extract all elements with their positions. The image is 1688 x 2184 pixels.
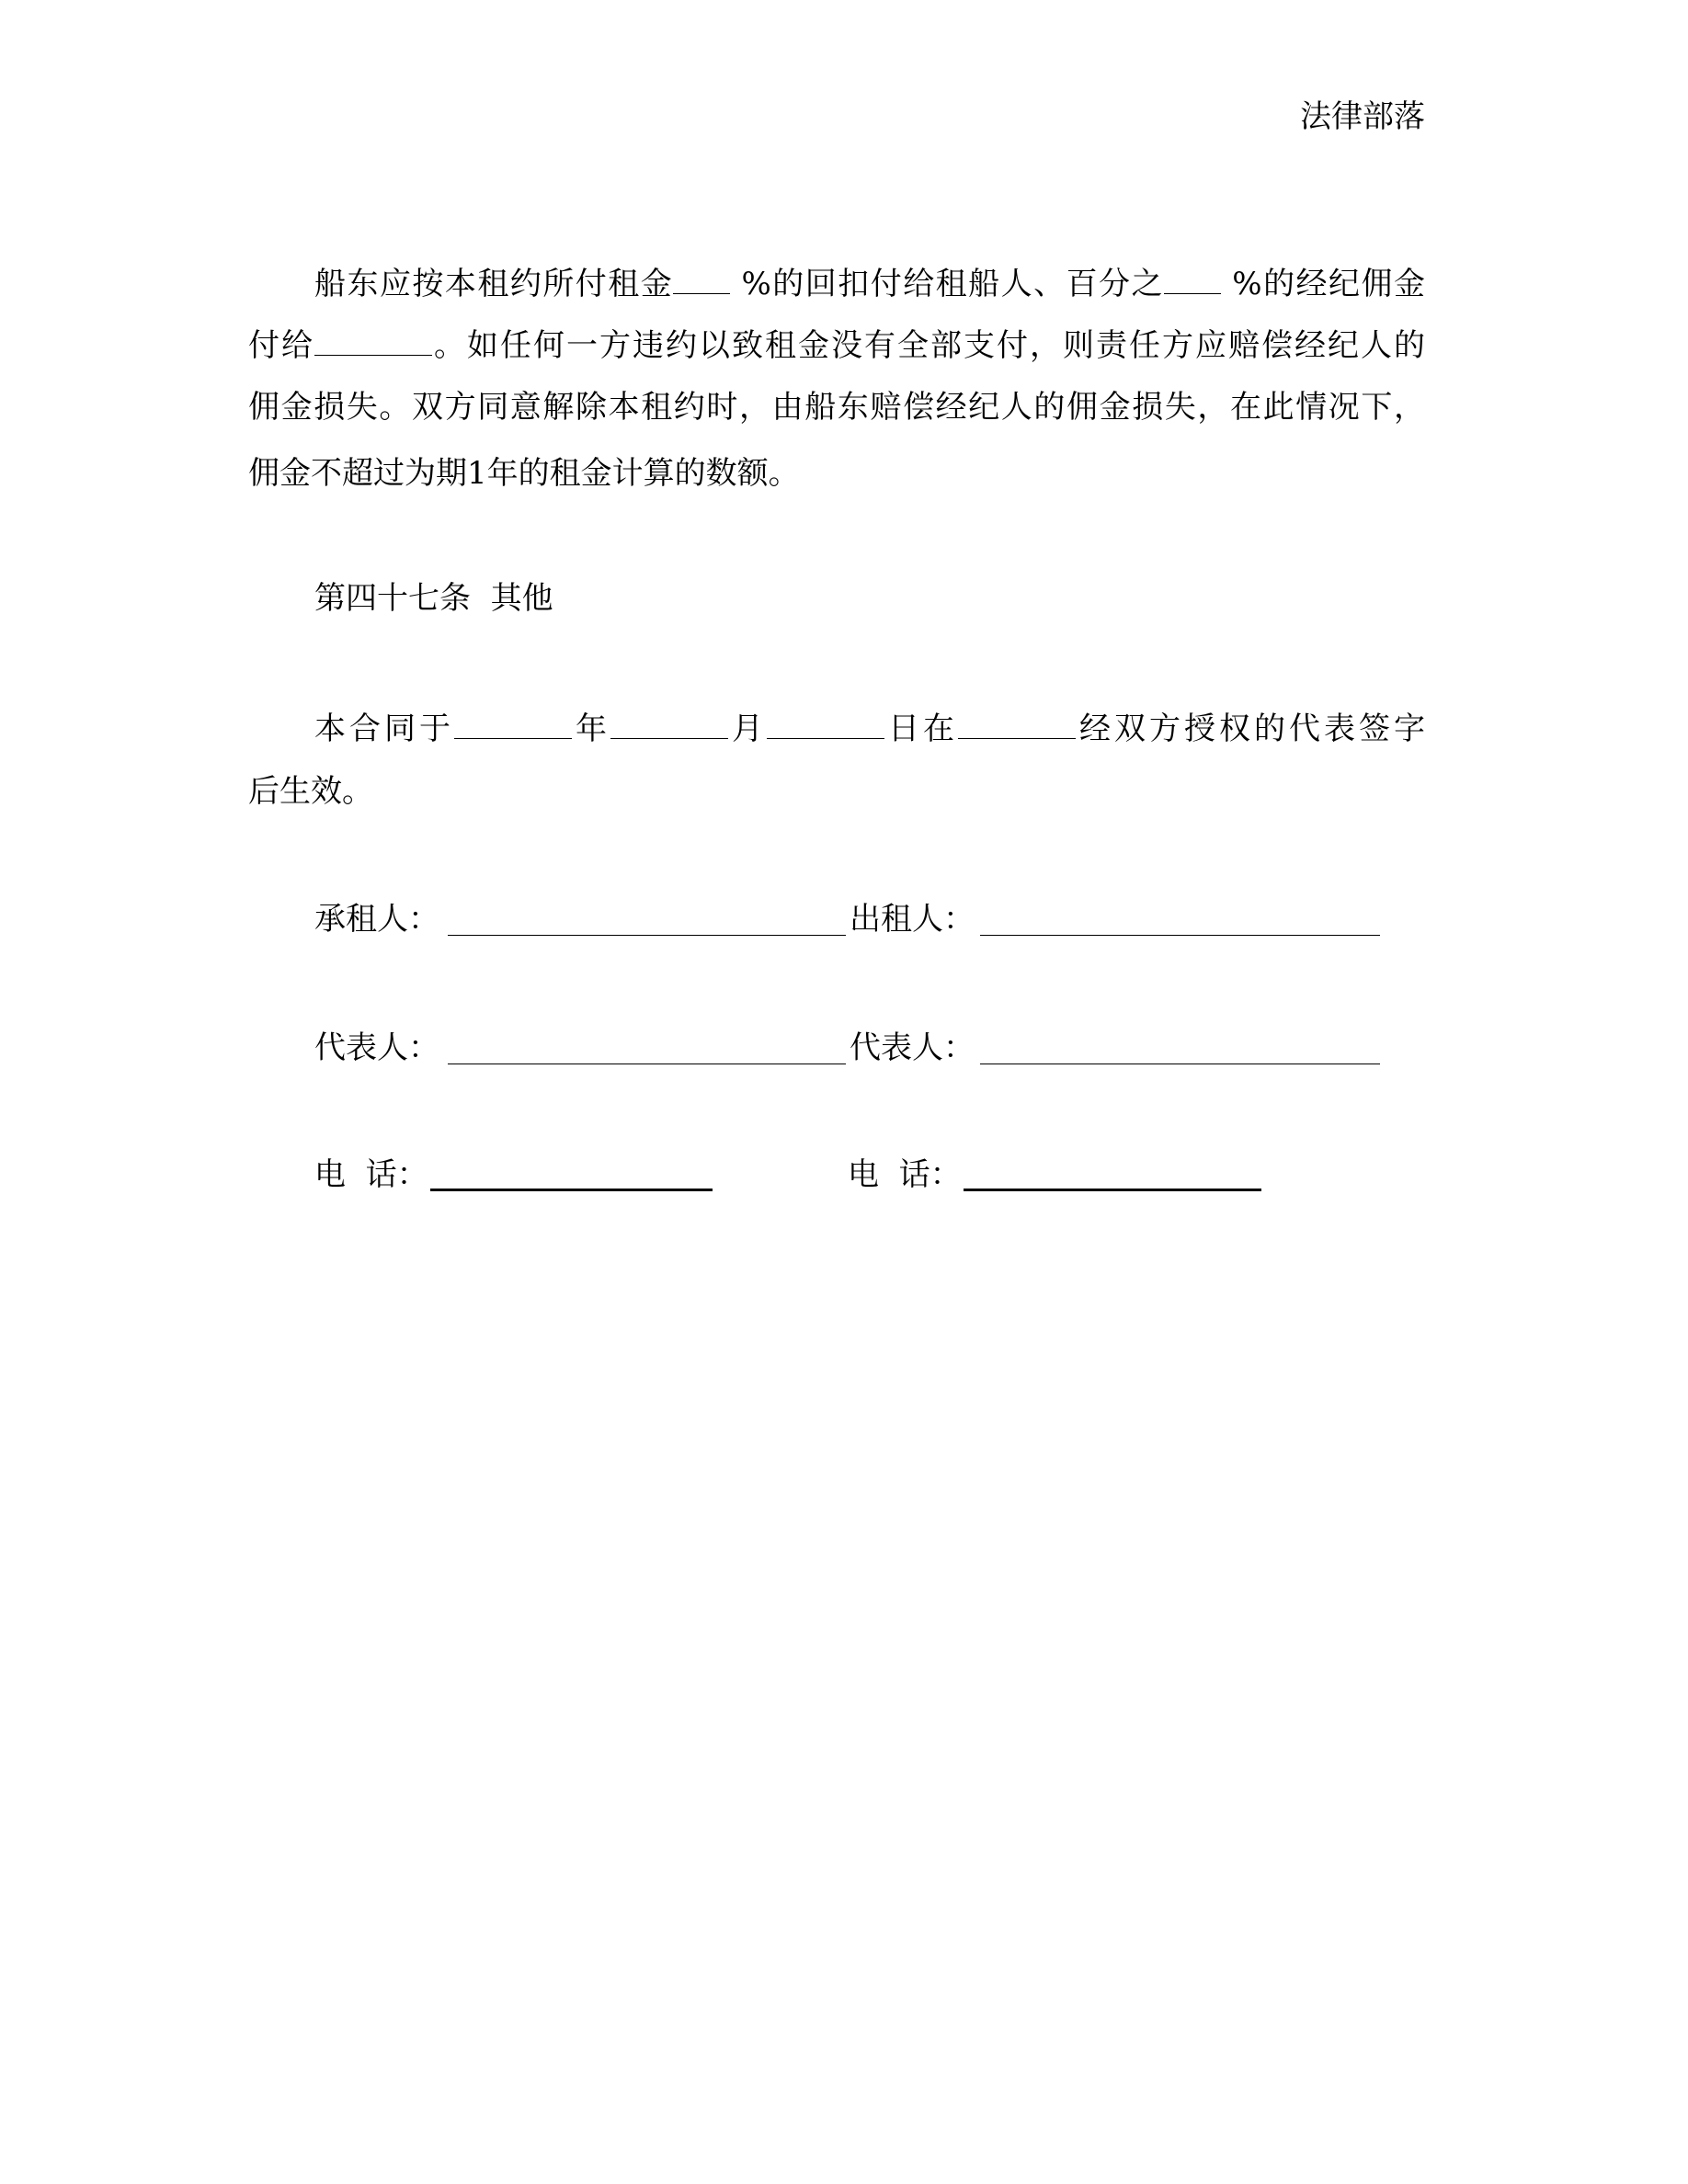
phone-right-line[interactable]	[964, 1189, 1261, 1191]
paragraph-line: 后生效。	[248, 773, 373, 810]
blank-place[interactable]	[958, 705, 1076, 739]
phone-left-label: 电 话：	[314, 1156, 428, 1193]
representative-left-label: 代表人：	[314, 1029, 439, 1066]
blank-year[interactable]	[454, 705, 572, 739]
blank-payee[interactable]	[314, 322, 432, 356]
blank-month[interactable]	[610, 705, 728, 739]
paragraph-line: 佣金不超过为期1年的租金计算的数额。	[248, 455, 800, 492]
phone-left-line[interactable]	[430, 1189, 713, 1191]
lessee-label: 承租人：	[314, 901, 439, 938]
lessor-label: 出租人：	[850, 901, 975, 938]
representative-right-label: 代表人：	[850, 1029, 975, 1066]
phone-right-label: 电 话：	[848, 1156, 962, 1193]
paragraph-line: 船东应按本租约所付租金 %的回扣付给租船人、百分之 %的经纪佣金	[314, 260, 1425, 306]
lessee-signature-line[interactable]	[448, 935, 846, 936]
blank-rebate-percent[interactable]	[673, 260, 730, 294]
paragraph-line: 佣金损失。双方同意解除本租约时，由船东赔偿经纪人的佣金损失，在此情况下，	[248, 389, 1425, 426]
paragraph-line: 付给 。如任何一方违约以致租金没有全部支付，则责任方应赔偿经纪人的	[248, 322, 1425, 368]
lessor-signature-line[interactable]	[980, 935, 1380, 936]
page-header: 法律部落	[1300, 98, 1425, 135]
paragraph-line: 本合同于 年 月 日在 经双方授权的代表签字	[314, 705, 1425, 751]
article-title: 第四十七条 其他	[314, 580, 553, 617]
blank-day[interactable]	[767, 705, 884, 739]
blank-commission-percent[interactable]	[1164, 260, 1221, 294]
